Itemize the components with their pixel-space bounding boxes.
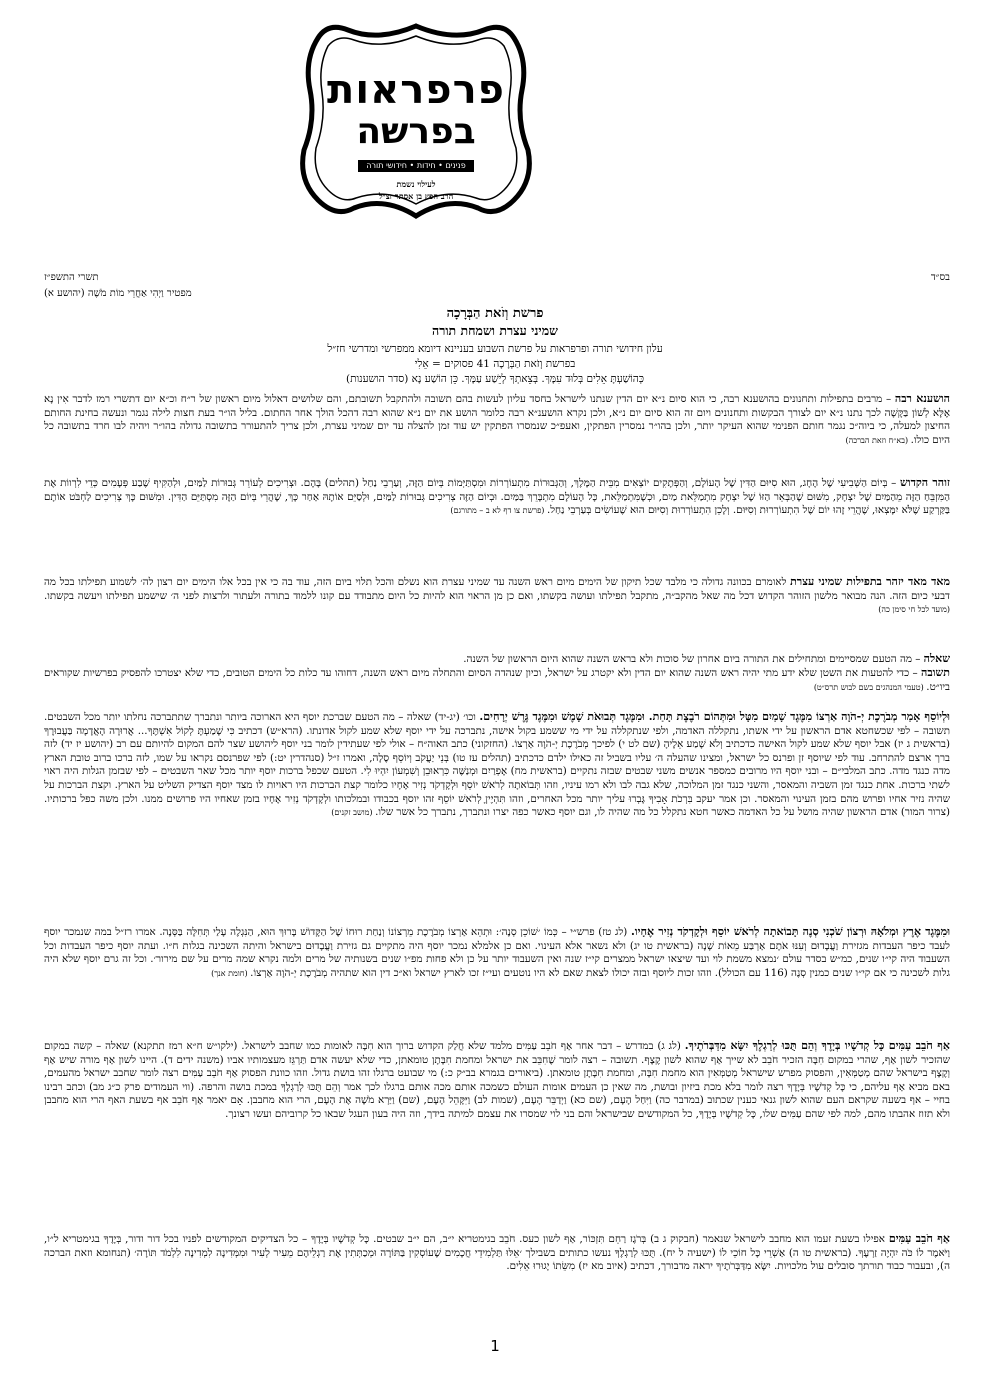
holiday-title: שמיני עצרת ושמחת תורה — [432, 323, 558, 338]
issue-date: תשרי התשפ״ז — [44, 272, 99, 283]
dedication-line1: לעילוי נשמת — [396, 179, 436, 189]
bsd-mark: בס״ד — [930, 272, 950, 283]
hoshana-verse: כְּהוֹשַׁעְתָּ אֵלִים בְּלוּד עִמָּךְ. בְּצֵאתְךָ לְיֵשַׁע עַמָּךְ. כֵּן הוֹשַׁע נָא (סדר הושענות) — [346, 373, 644, 385]
paragraph-source: (טעמי המנהגים בשם לבוש תרס״ט) — [813, 682, 927, 692]
masthead-emblem — [288, 20, 544, 222]
paragraph-source: (מושב זקנים) — [331, 808, 376, 818]
paragraph-text: (לג טז) פרש״י – כְּמוֹ ׳שׁוֹכֵן סְנֶה׳: וּתְהֵא אַרְצוֹ מְבֹרֶכֶת מֵרְצוֹנוֹ וְנַחַת רוּחוֹ שֶׁל הַקָּדוֹשׁ בָּרוּךְ הוּא, הַנִּגְלֶה עָלַי תְּחִלָּה בַּסְּנֶה. אמרו רז״ל במה שנמכר יוסף לעבד כיפר העבדות מגזירת וַעֲבָדוּם וְעִנּוּ אֹתָם אַרְבַּע מֵאוֹת שָׁנָה (בראשית טו יג) ולא נשאר אלא העינוי. ואם כן אלמלא נמכר יוסף היה מתקיים גם גזירת וַעֲבָדוּם בישראל והיתה השכינה בגלות ח״ו. ועתה יוסף כיפר העבדות וכל השעבוד היה קי״ו שנים, כמ״ש בסדר עולם ׳נמצא משמת לוי ועד שיצאו ישראל ממצרים קי״ז שנה ואין השעבוד יותר על כן ולא פחות מפ״ו שנים בשנותיה של מרים ולמה נקרא שמה מרים על שם מירור׳. וכל זה גרם יוסף שלא היה גלות לשכינה כי אם קי״ו שנים כמנין סְנֶה (116 עם הכולל). וזהו זכות ליוסף ובזה יכולו לצאת שאם לא היו נוטעים ועי״ז זכו לארץ ישראל וא״כ דין הוא שתהיה מְבֹרֶכֶת יְ-הֹוָה אַרְצוֹ. — [44, 926, 950, 979]
paragraph-af-chovev — [44, 1039, 950, 1229]
paragraph-lead: שאלה — [923, 652, 950, 665]
paragraph-lead: וּלְיוֹסֵף אָמַר מְבֹרֶכֶת יְ-הֹוָה אַרְצוֹ מִמֶּגֶד שָׁמַיִם מִטָּל וּמִתְּהוֹם רֹבֶצֶת תָּחַת. וּמִמֶּגֶד תְּבוּאֹת שָׁמֶשׁ וּמִמֶּגֶד גֶּרֶשׁ יְרָחִים. — [479, 710, 950, 723]
subtitle: עלון חידושי תורה ופרפראות על פרשת השבוע בעניינא דיומא ממפרשי ומדרשי חז״ל — [327, 343, 663, 355]
verse-count: בפרשת וְזֹאת הַבְּרָכָה 41 פסוקים = אֵלִי — [414, 358, 576, 370]
paragraph-lead: זוהר הקדוש — [900, 476, 950, 489]
paragraph-lead: הושענא רבה — [894, 392, 950, 405]
paragraph-source: (חומת אנך) — [211, 968, 251, 978]
haftarah-note: מפטיר וַיְהִי אַחֲרֵי מוֹת מֹשֶׁה (יהושע א) — [44, 288, 192, 299]
paragraph-text: – מה הטעם שמסיימים ומתחילים את התורה ביום אחרון של סוכות ולא בראש השנה שהוא היום הראשון של השנה. — [463, 653, 924, 665]
masthead-title-line1: פרפראות — [327, 67, 505, 113]
page-number: 1 — [490, 1337, 500, 1355]
paragraph-text: – מרבים בתפילות ותחנונים בהושענא רבה, כי הוא סיום נ״א יום הדין שנתנו לישראל בחסד עליון לעשות בהם תשובה ולהתקבל תשובתם, והם שלושים דאלול מיום ראשון של ר״ח וכ״א יום דתשרי רמז לדבר אִין נָא אֶלָּא לְשׁוֹן בַּקָּשָׁה לכך נתנו נ״א יום לצורך הבקשות ותחנונים ויום זה הוא סיום יום נ״א, ולכן נקרא הושענ״א רבה כלומר הושע את יום נ״א שהוא רבה דהכל הולך אחר החתום. בליל הו״ר בעת חצות לילה נגמר ונעשה בחינת החותם החיצון למעלה, כי ביוה״כ נגמר חותם הפנימי שהוא העיקר יותר, ולכן בהו״ר נמסרין הפתקין, ואעפ״כ שנמסרו הפתקין יש עוד זמן להצלה עד יום שמיני עצרת, ולכן צריך להתעורר בתשובה גדולה בהו״ר ויהיה לבו חרד בתשובה כל היום כולו. — [44, 393, 950, 446]
paragraph-source: (בא״ח וזאת הברכה) — [845, 435, 911, 445]
paragraph-shochni-sneh — [44, 925, 950, 1035]
masthead-title-line2: בפרשה — [356, 111, 476, 152]
masthead-tagline: פנינים • חידות • חידושי תורה — [358, 160, 474, 172]
paragraph-lead: מאד מאד יזהר בתפילות שמיני עצרת — [790, 575, 950, 588]
paragraph-lead: אַף חֹבֵב עַמִּים — [888, 1232, 950, 1245]
paragraph-question — [44, 652, 950, 666]
paragraph-shemini-atzeret — [44, 575, 950, 643]
paragraph-text: – בְּיוֹם הַשְּׁבִיעִי שֶׁל הֶחָג, הוּא סִיּוּם הַדִּין שֶׁל הָעוֹלָם, וְהַפְּתָקִים יוֹצְאִים מִבֵּית הַמֶּלֶךְ, וְהַגְּבוּרוֹת מִתְעוֹרְרוֹת וּמִסְתַּיְּמוֹת בְּיוֹם הַזֶּה, וְעַרְבֵי נַחַל (תהלים) בָּהֶם. וּצְרִיכִים לְעוֹרֵר גְּבוּרוֹת לַמַּיִם, וּלְהַקִּיף שֶׁבַע פְּעָמִים כְּדֵי לִרְווֹת אֶת הַמִּזְבֵּחַ הַזֶּה מֵהַמַּיִם שֶׁל יִצְחָק, מִשּׁוּם שֶׁהַבְּאֵר הַזּוֹ שֶׁל יִצְחָק מִתְמַלֵּאת מַיִם, וּכְשֶׁמִּתְמַלֵּאת, כָּל הָעוֹלָם מִתְבָּרֵךְ בַּמַּיִם. וּבְיוֹם הַזֶּה צְרִיכִים גְּבוּרוֹת לַמַּיִם, וּלְסַיֵּם אוֹתָהּ אַחַר כָּךְ, שֶׁהֲרֵי בְּיוֹם הַזֶּה מִסְתַּיֵּם הַדִּין. וּמִשּׁוּם כָּךְ צְרִיכִים לַחְבֹּט אוֹתָם בַּקַּרְקַע שֶׁלֹּא יִמָּצְאוּ, שֶׁהֲרֵי זֶהוּ יוֹם שֶׁל הִתְעוֹרְרוּת וְסִיּוּם. וְלָכֵן הִתְעוֹרְרוּת וְסִיּוּם הוּא שֶׁעוֹשִׂים בְּעַרְבֵי נַחַל. — [44, 477, 950, 517]
paragraph-text: – כדי להטעות את השטן שלא ידע מתי יהיה ראש השנה שהוא יום הדין ולא יקטרג על ישראל, וכיון שנהדה הסיום והתחלה מיום ראש השנה, דחוהו עד כלות כל הימים הטובים, כדי שלא יצטרכו להפסיק בפרשיות שקוראים ביו״ט. — [44, 667, 950, 693]
paragraph-af-chovev-2 — [44, 1232, 950, 1304]
paragraph-source: (פרשת צו דף לא ב – מתורגם) — [450, 506, 547, 516]
paragraph-zohar — [44, 476, 950, 572]
paragraph-hoshana-raba — [44, 392, 950, 474]
paragraph-text: אפילו בשעת זעמו הוא מחבב לישראל שנאמר (חבקוק ג ב) בְּרֹגֶז רַחֵם תִּזְכּוֹר, אַף לשון כעס. חֹבֵב בגימטריא י״ב, הם י״ב שבטים. כָּל קְדֹשָׁיו בְּיָדֶךָ – כל הצדיקים המקודשים לפניו בכל דור ודור, בְּיָדֶךָ בגימטריא ל״ו, וַיֹּאמֶר לוֹ כֹּה יִהְיֶה זַרְעֶךָ. (בראשית טו ה) אַשְׁרֵי כָּל חוֹכֵי לוֹ (ישעיה ל יח). תֻּכּוּ לְרַגְלֶךָ נעשו כתותים בשבילך ׳אֵלּוּ תַּלְמִידֵי חֲכָמִים שֶׁעוֹסְקִין בַּתּוֹרָה וּמְכַתְּתִין אֶת רַגְלֵיהֶם מֵעִיר לְעִיר וּמִמְּדִינָה לִמְדִינָה לִלְמֹד תּוֹרָה׳ (תנחומא וזאת הברכה ה), ובעבור כבוד תורתך סובלים עול מלכויות. יִשָּׂא מִדַּבְּרֹתֶיךָ יראה מדבורך, דכתיב (איוב מא יז) מִשֵּׂתוֹ יָגוּרוּ אֵלִים. — [44, 1233, 950, 1273]
paragraph-source: (מועד לכל חי סימן כה) — [878, 605, 950, 615]
paragraph-answer — [44, 666, 950, 694]
paragraph-lead: אַף חֹבֵב עַמִּים כָּל קְדֹשָׁיו בְּיָדֶךָ וְהֵם תֻּכּוּ לְרַגְלֶךָ יִשָּׂא מִדַּבְּרֹתֶיךָ. — [684, 1039, 950, 1052]
paragraph-lead: וּמִמֶּגֶד אֶרֶץ וּמְלֹאָהּ וּרְצוֹן שֹׁכְנִי סְנֶה תָּבוֹאתָה לְרֹאשׁ יוֹסֵף וּלְקָדְקֹד נְזִיר אֶחָיו. — [630, 925, 950, 938]
parsha-title: פרשת וְזֹאת הַבְּרָכָה — [446, 306, 544, 321]
paragraph-text: לאומרם בכוונה גדולה כי מלבד שכל תיקון של הימים מיום ראש השנה עד שמיני עצרת הוא נשלם והכל תלוי ביום הזה, עוד בה כי אין בכל אלו הימים יום רצון לה׳ לשמוע תפילתו בכל מה דבעי כיום הזה. הנה מבואר מלשון הזוהר הקדוש דכל מה שאל מהקב״ה, מתקבל תפילתו ועושה בקשתו, ואם כן מן הראוי הוא להיות כל היום מתבודד עם קונו ללמוד בתורה ולעתור ולרצות לפני ה׳ שישמע תפילתו ויעשה בקשתו. — [44, 576, 950, 602]
paragraph-yosef-blessing — [44, 710, 950, 920]
paragraph-text: (לג ג) במדרש – דבר אחר אַף חֹבֵב עַמִּים מלמד שלא חֲלַק הקדוש ברוך הוא חִבָּה לאומות כמו שחבב לישראל. (ילקו״ש ח״א רמז תתקנא) שאלה – קשה במקום שהזכיר לשון אַף, שהרי במקום חִבָּה הזכיר חֹבֵב לא שייך אַף שהוא לשון קֶצֶף. תשובה – רצה לומר שֶׁחִבֵּב את ישראל ומחמת חִבָּתָן טומאתן, כדי שלא יעשה אדם תַּרְגֵּז מעצמותיו אביו (משנה ידים ד). היינו לשון אַף מורה שיש אַף וְקֶצֶף בישראל שהם מְטַמְּאִין, והפסוק מפרש שישראל מְטַמְּאִין הוא מחמת חִבָּה, ומחמת חִבָּתָן טומאתן. (ביאורים בגמרא בב״ק כ:) מי שבועט ברגלו זהו בושת גדול. וזהו כוונת הפסוק אַף חֹבֵב עַמִּים רצה לומר שחבב ישראל מהעמים, באם מביא אַף עליהם, כי כָּל קְדֹשָׁיו בְּיָדֶךָ רצה לומר בלא מכת ביזיון ובושת, מה שאין כן העמים אומות העולם כשמכה אותם מכה אותם ברגלו לכך אמר וְהֵם תֻּכּוּ לְרַגְלֶךָ במכת בושה והרפה. (ווי העמודים פרק כ״ג מב) וכתב רבינו בחיי – אף בשעה שקראם העם שהוא לשון גנאי כענין שכתוב (במדבר כה) וַיִּחַל הָעָם, (שם כא) וַיְדַבֵּר הָעָם, (שמות לב) וַיִּקָּהֵל הָעָם, (שם) וַיַּרְא מֹשֶׁה אֶת הָעָם, הרי הוא מחבבן. אָם יאמר אַף חֹבֵב אף בשעת האף הרי הוא מחבבן ולא תזוז אהבתו מהם, למה לפי שהם עַמִּים שלו, כָּל קְדֹשָׁיו בְּיָדֶךָ, כל המקודשים שבישראל והם בני לוי שמסרו את עצמם למיתה בידך, וזה היה בעון העגל שבאו כל קרוביהם ועשו רצונך. — [44, 1040, 950, 1120]
paragraph-text: וכו׳ (יג-יד) שאלה – מה הטעם שברכת יוסף היא הארוכה ביותר ונתברך שתתברכה נחלתו יותר מכל השבטים. תשובה – לפי שכשחטא אדם הראשון על ידי אשתו, נתקללה האדמה, ולפי שנתקללה על ידי מי ששמע בקול אישה, נתברכה על ידי יוסף שלא שמע לקול אדונתו. (הרא״ש) דכתיב כִּי שָׁמַעְתָּ לְקוֹל אִשְׁתֶּךָ... אֲרוּרָה הָאֲדָמָה בַּעֲבוּרֶךָ (בראשית ג יז) אבל יוסף שלא שמע לקול האישה כדכתיב וְלֹא שָׁמַע אֵלֶיהָ (שם לט י) לפיכך מְבֹרֶכֶת יְ-הֹוָה אַרְצוֹ. (החזקוני) כתב האוה״ח – אולי לפי שעתידין לומר בני יוסף ליהושע שצר להם המקום להיותם עם רב (יהושע יז יד) לזה ברך ארצם להתרחב. עוד לפי שיוסף זן ופרנס כל ישראל, ומצינו שהעלה ה׳ עליו בשביל זה כאילו ילדם כדכתיב (תהלים עז טו) בְּנֵי יַעֲקֹב וְיוֹסֵף סֶלָה, ואמרו ז״ל (סנהדרין יט:) לפי שפרנסם נקראו על שמו, לזה ברכו ברוב טובת הארץ מדה כנגד מדה. כתב המלבי״ם – ובני יוסף היו מרובים כמספר אנשים משני שבטים שבזה נתקיים (בראשית מח) אֶפְרַיִם וּמְנַשֶּׁה כִּרְאוּבֵן וְשִׁמְעוֹן יִהְיוּ לִי. הטעם שכפל ברכות יוסף יותר מכל שאר השבטים – לפי שבזמן הגלות היה ראוי לשתי ברכות. אחת כנגד זמן השביה והמאסר, והשני כנגד זמן המלוכה, שלא גבה לבו ולא רמו עיניו, וזהו תְּבוֹאתָה לְרֹאשׁ יוֹסֵף וּלְקָדְקֹד נְזִיר אֶחָיו כלומר קצת הברכות היו ראויות לו מצד יוסף הצדיק השליט על הארץ. וקצת הברכות על שהיה נזיר אחיו ופרוש מהם בזמן העינוי והמאסר. וכן אמר יעקב בִּרְכֹת אָבִיךָ גָּבְרוּ עליך יותר מכל האחרים, וזהו תִּהְיֶיןָ לְרֹאשׁ יוֹסֵף זהו יוסף בכבודו ובמלכותו ולְקָדְקֹד נְזִיר אֶחָיו בזמן שאחיו היו פרושים ממנו. ולכן משה כפל ברכותיו. (צרור המור) אדם הראשון שהיה מושל על כל האדמה כאשר חטא נתקלל כל מה שהיה לו, וגם יוסף כאשר כפה יצרו ונתברך, נתברך כל אשר שלו. — [44, 711, 950, 819]
dedication-line2: הרב חפץ בן אסתר זצ״ל — [378, 191, 454, 201]
paragraph-lead: תשובה — [921, 666, 950, 679]
